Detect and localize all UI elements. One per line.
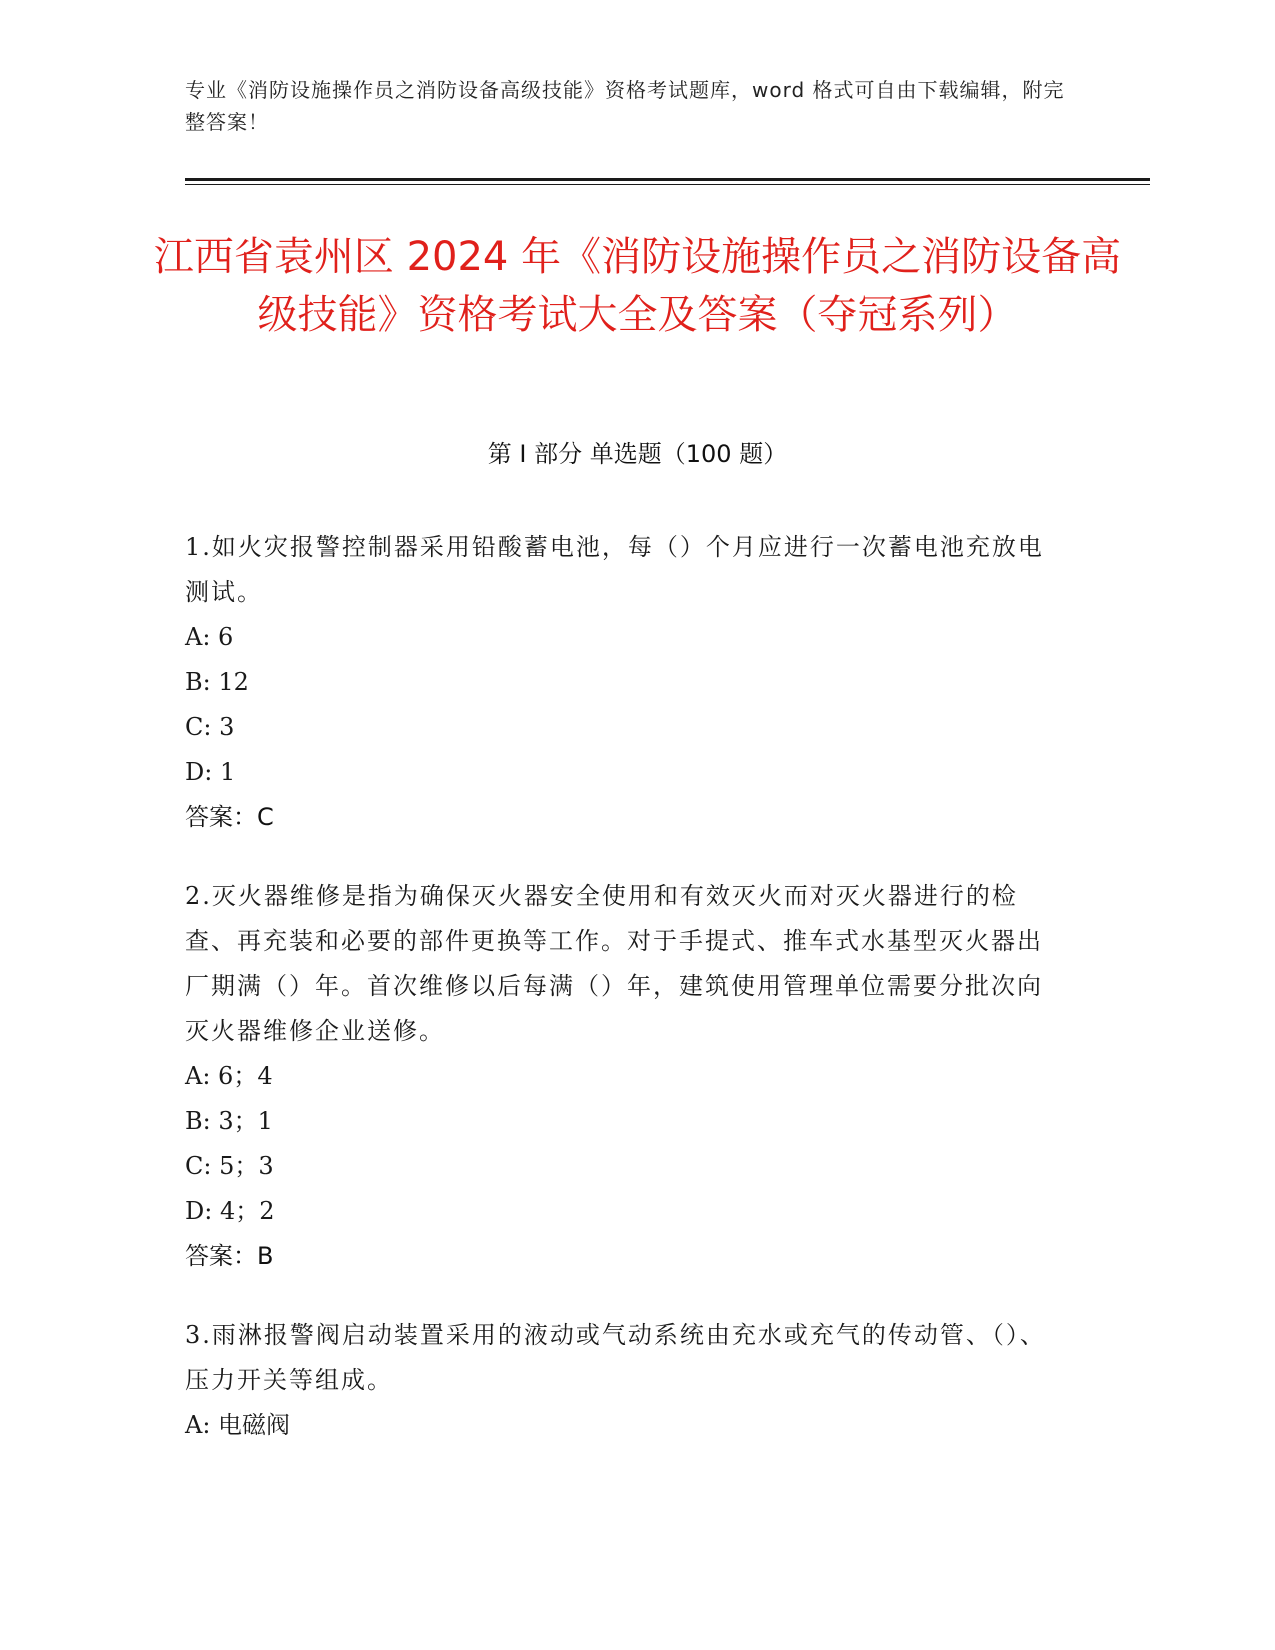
question-list xyxy=(185,525,1065,1482)
header-divider-thick xyxy=(185,178,1150,181)
header-divider-thin xyxy=(185,184,1150,185)
question-stem: 1.如火灾报警控制器采用铅酸蓄电池，每（）个月应进行一次蓄电池充放电测试。 xyxy=(185,533,1044,606)
answer: 答案：C xyxy=(185,803,274,831)
question-stem: 2.灭火器维修是指为确保灭火器安全使用和有效灭火而对灭火器进行的检查、再充装和必要的部件更换等工作。对于手提式、推车式水基型灭火器出厂期满（）年。首次维修以后每满（）年，建筑使用管理单位需要分批次向灭火器维修企业送修。 xyxy=(185,882,1043,1045)
question-3 xyxy=(185,1313,1065,1448)
option-b: B: 12 xyxy=(185,668,249,696)
option-a: A: 6 xyxy=(185,623,234,651)
option-c: C: 5；3 xyxy=(185,1152,274,1180)
document-title: 江西省袁州区 2024 年《消防设施操作员之消防设备高级技能》资格考试大全及答案（夺冠系列） xyxy=(153,234,1122,338)
question-stem: 3.雨淋报警阀启动装置采用的液动或气动系统由充水或充气的传动管、（）、压力开关等组成。 xyxy=(185,1321,1046,1394)
question-2 xyxy=(185,874,1065,1279)
question-1 xyxy=(185,525,1065,840)
answer: 答案：B xyxy=(185,1242,274,1270)
header-note: 专业《消防设施操作员之消防设备高级技能》资格考试题库，word 格式可自由下载编辑，附完整答案！ xyxy=(185,78,1065,134)
section-heading: 第 I 部分 单选题（100 题） xyxy=(487,440,788,468)
option-a: A: 电磁阀 xyxy=(185,1411,291,1439)
option-a: A: 6；4 xyxy=(185,1062,273,1090)
option-c: C: 3 xyxy=(185,713,235,741)
option-d: D: 4；2 xyxy=(185,1197,275,1225)
option-d: D: 1 xyxy=(185,758,236,786)
option-b: B: 3；1 xyxy=(185,1107,273,1135)
